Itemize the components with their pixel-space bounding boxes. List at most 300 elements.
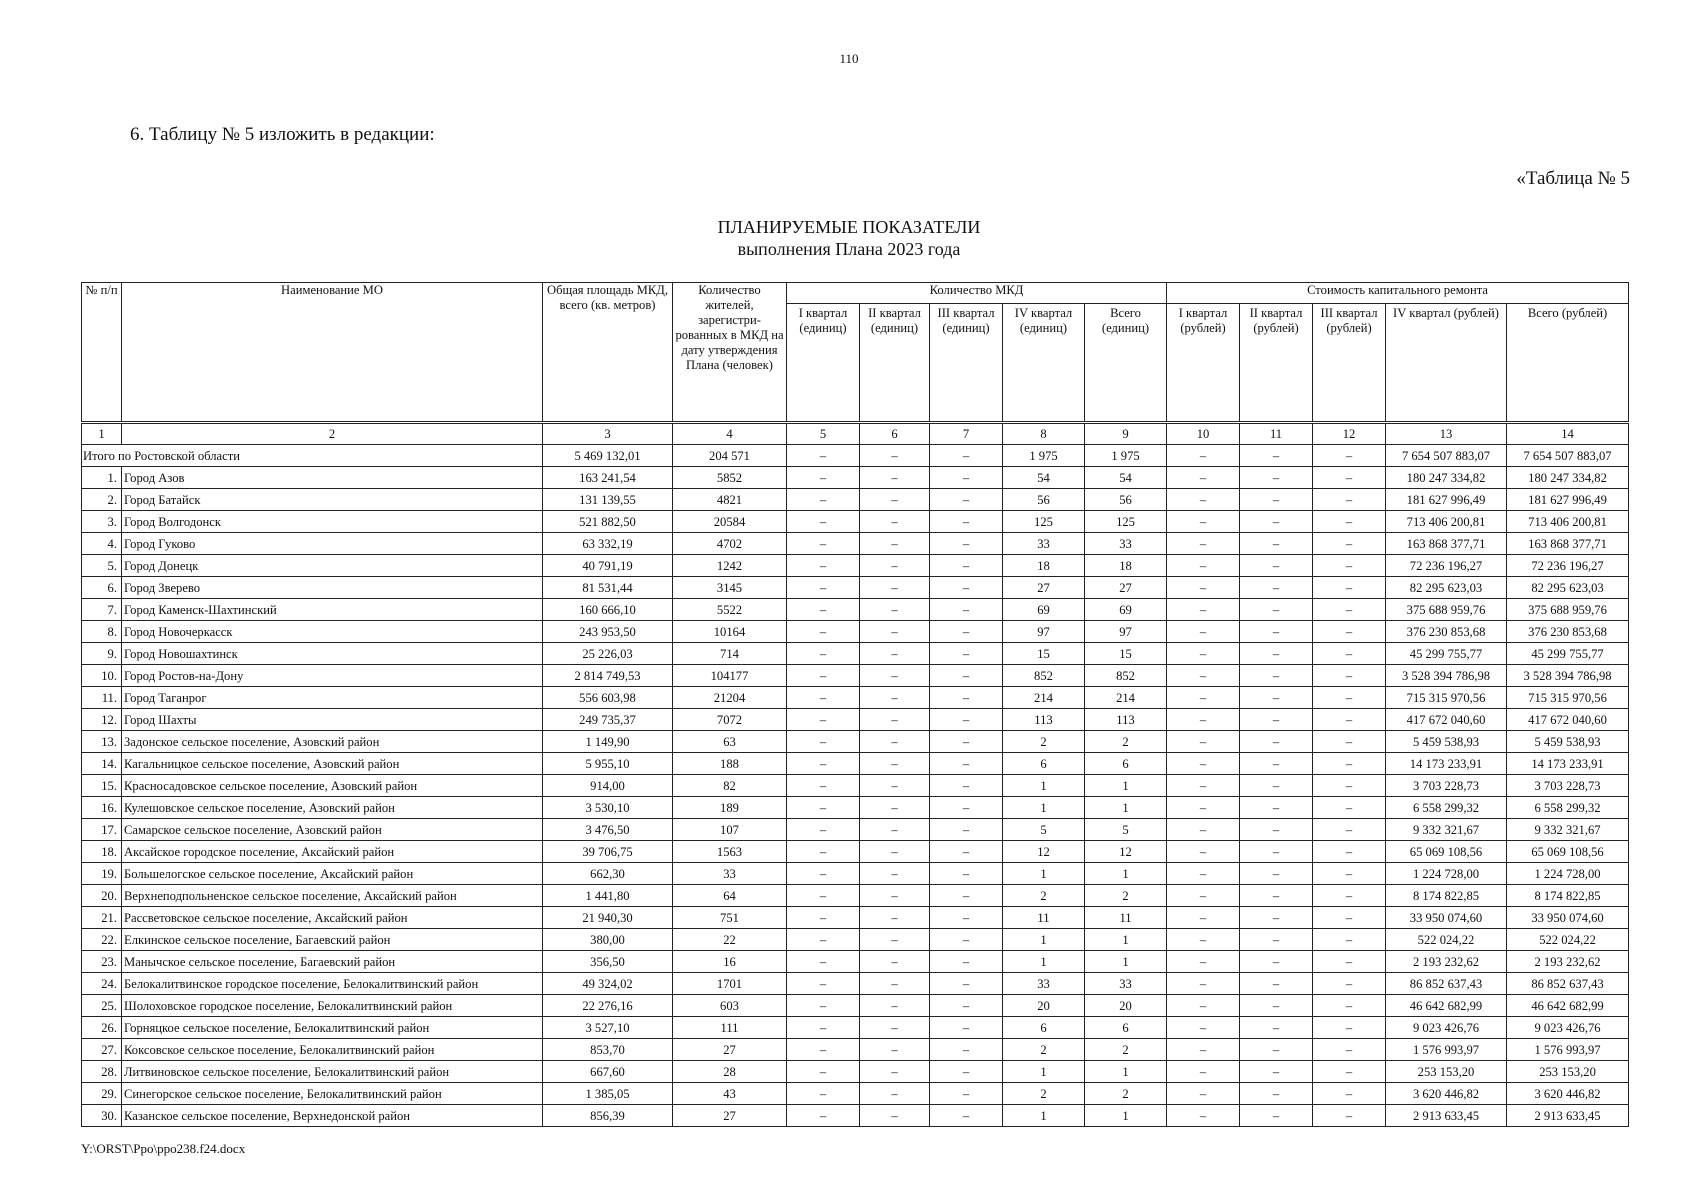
cell-cost-q4: 1 224 728,00	[1386, 863, 1507, 885]
cell-area: 1 441,80	[543, 885, 673, 907]
cell-mkd-q3: –	[930, 1083, 1003, 1105]
cell-area: 1 149,90	[543, 731, 673, 753]
cell-mkd-q2: –	[860, 951, 930, 973]
cell-mkd-q2: –	[860, 555, 930, 577]
header-cost-q3: III квартал (рублей)	[1313, 304, 1386, 423]
cell-cost-total: 2 913 633,45	[1507, 1105, 1629, 1127]
cell-cost-total: 46 642 682,99	[1507, 995, 1629, 1017]
cell-mkd-q3: –	[930, 841, 1003, 863]
cell-area: 3 530,10	[543, 797, 673, 819]
cell-mkd-q4: 69	[1003, 599, 1085, 621]
cell-residents: 111	[673, 1017, 787, 1039]
cell-cost-q4: 2 913 633,45	[1386, 1105, 1507, 1127]
cell-num: 18.	[82, 841, 122, 863]
cell-cost-q1: –	[1167, 1083, 1240, 1105]
table-row	[82, 467, 1629, 489]
cell-cost-total: 82 295 623,03	[1507, 577, 1629, 599]
table-row	[82, 907, 1629, 929]
cell-cost-q3: –	[1313, 731, 1386, 753]
total-cell-cost-total: 7 654 507 883,07	[1507, 445, 1629, 467]
cell-residents: 3145	[673, 577, 787, 599]
cell-mkd-q1: –	[787, 665, 860, 687]
column-number-3: 3	[543, 423, 673, 445]
cell-cost-total: 3 703 228,73	[1507, 775, 1629, 797]
cell-mkd-q4: 1	[1003, 1061, 1085, 1083]
cell-residents: 64	[673, 885, 787, 907]
cell-mkd-q4: 97	[1003, 621, 1085, 643]
cell-cost-q3: –	[1313, 599, 1386, 621]
cell-mkd-q1: –	[787, 731, 860, 753]
total-cell-residents: 204 571	[673, 445, 787, 467]
header-row	[82, 283, 1629, 304]
cell-mkd-q3: –	[930, 907, 1003, 929]
cell-mkd-q3: –	[930, 995, 1003, 1017]
cell-mkd-total: 1	[1085, 929, 1167, 951]
cell-name: Город Таганрог	[122, 687, 543, 709]
cell-area: 2 814 749,53	[543, 665, 673, 687]
cell-name: Шолоховское городское поселение, Белокалитвинский район	[122, 995, 543, 1017]
cell-cost-total: 9 023 426,76	[1507, 1017, 1629, 1039]
cell-cost-q2: –	[1240, 819, 1313, 841]
table-row	[82, 1061, 1629, 1083]
total-row	[82, 445, 1629, 467]
cell-mkd-q1: –	[787, 467, 860, 489]
cell-cost-q3: –	[1313, 907, 1386, 929]
cell-area: 160 666,10	[543, 599, 673, 621]
cell-mkd-q4: 2	[1003, 1083, 1085, 1105]
cell-cost-q1: –	[1167, 555, 1240, 577]
cell-cost-q2: –	[1240, 709, 1313, 731]
cell-cost-q3: –	[1313, 885, 1386, 907]
cell-mkd-q2: –	[860, 1105, 930, 1127]
cell-cost-q4: 8 174 822,85	[1386, 885, 1507, 907]
cell-area: 22 276,16	[543, 995, 673, 1017]
cell-area: 662,30	[543, 863, 673, 885]
cell-cost-q3: –	[1313, 929, 1386, 951]
cell-mkd-total: 1	[1085, 1105, 1167, 1127]
cell-cost-q1: –	[1167, 885, 1240, 907]
total-cell-cost-q3: –	[1313, 445, 1386, 467]
cell-residents: 4821	[673, 489, 787, 511]
table-row	[82, 797, 1629, 819]
cell-num: 20.	[82, 885, 122, 907]
cell-mkd-q2: –	[860, 753, 930, 775]
cell-mkd-q2: –	[860, 599, 930, 621]
cell-num: 10.	[82, 665, 122, 687]
cell-cost-q3: –	[1313, 1105, 1386, 1127]
cell-name: Город Азов	[122, 467, 543, 489]
cell-residents: 27	[673, 1039, 787, 1061]
cell-cost-q4: 5 459 538,93	[1386, 731, 1507, 753]
cell-name: Город Зверево	[122, 577, 543, 599]
cell-mkd-q1: –	[787, 511, 860, 533]
cell-cost-q2: –	[1240, 797, 1313, 819]
cell-cost-q2: –	[1240, 621, 1313, 643]
cell-num: 13.	[82, 731, 122, 753]
cell-mkd-q2: –	[860, 1017, 930, 1039]
cell-name: Большелогское сельское поселение, Аксайский район	[122, 863, 543, 885]
cell-name: Город Батайск	[122, 489, 543, 511]
cell-residents: 188	[673, 753, 787, 775]
cell-cost-total: 713 406 200,81	[1507, 511, 1629, 533]
cell-cost-q2: –	[1240, 1083, 1313, 1105]
cell-mkd-q3: –	[930, 533, 1003, 555]
cell-cost-q1: –	[1167, 621, 1240, 643]
cell-mkd-q1: –	[787, 929, 860, 951]
table-row	[82, 1039, 1629, 1061]
cell-mkd-q3: –	[930, 819, 1003, 841]
cell-cost-total: 180 247 334,82	[1507, 467, 1629, 489]
cell-mkd-q4: 56	[1003, 489, 1085, 511]
cell-mkd-q4: 2	[1003, 731, 1085, 753]
cell-mkd-q3: –	[930, 731, 1003, 753]
cell-mkd-q2: –	[860, 885, 930, 907]
header-cost-q1: I квартал (рублей)	[1167, 304, 1240, 423]
cell-cost-total: 375 688 959,76	[1507, 599, 1629, 621]
table-row	[82, 775, 1629, 797]
cell-mkd-q1: –	[787, 797, 860, 819]
cell-area: 1 385,05	[543, 1083, 673, 1105]
cell-mkd-q4: 15	[1003, 643, 1085, 665]
total-cell-mkd-q2: –	[860, 445, 930, 467]
cell-cost-q1: –	[1167, 1039, 1240, 1061]
cell-cost-q3: –	[1313, 797, 1386, 819]
cell-cost-q3: –	[1313, 621, 1386, 643]
cell-cost-q2: –	[1240, 973, 1313, 995]
cell-mkd-total: 125	[1085, 511, 1167, 533]
cell-cost-q2: –	[1240, 467, 1313, 489]
cell-cost-q3: –	[1313, 709, 1386, 731]
cell-cost-total: 181 627 996,49	[1507, 489, 1629, 511]
cell-mkd-q1: –	[787, 621, 860, 643]
cell-residents: 189	[673, 797, 787, 819]
cell-cost-q4: 3 528 394 786,98	[1386, 665, 1507, 687]
column-number-1: 1	[82, 423, 122, 445]
cell-area: 131 139,55	[543, 489, 673, 511]
cell-mkd-q4: 113	[1003, 709, 1085, 731]
cell-area: 40 791,19	[543, 555, 673, 577]
cell-cost-total: 45 299 755,77	[1507, 643, 1629, 665]
cell-mkd-q1: –	[787, 533, 860, 555]
cell-mkd-q2: –	[860, 511, 930, 533]
cell-mkd-q1: –	[787, 995, 860, 1017]
cell-name: Город Новочеркасск	[122, 621, 543, 643]
cell-cost-q4: 375 688 959,76	[1386, 599, 1507, 621]
cell-mkd-q3: –	[930, 973, 1003, 995]
cell-cost-total: 522 024,22	[1507, 929, 1629, 951]
cell-cost-q2: –	[1240, 1039, 1313, 1061]
cell-mkd-q4: 27	[1003, 577, 1085, 599]
cell-residents: 751	[673, 907, 787, 929]
header-name: Наименование МО	[122, 283, 543, 423]
header-cost-total: Всего (рублей)	[1507, 304, 1629, 423]
cell-area: 81 531,44	[543, 577, 673, 599]
total-cell-area: 5 469 132,01	[543, 445, 673, 467]
cell-cost-q1: –	[1167, 687, 1240, 709]
total-cell-cost-q4: 7 654 507 883,07	[1386, 445, 1507, 467]
cell-cost-q4: 522 024,22	[1386, 929, 1507, 951]
cell-cost-total: 8 174 822,85	[1507, 885, 1629, 907]
cell-residents: 1701	[673, 973, 787, 995]
cell-name: Кулешовское сельское поселение, Азовский район	[122, 797, 543, 819]
cell-residents: 20584	[673, 511, 787, 533]
cell-mkd-q4: 5	[1003, 819, 1085, 841]
cell-mkd-q1: –	[787, 1061, 860, 1083]
cell-residents: 28	[673, 1061, 787, 1083]
cell-cost-q2: –	[1240, 599, 1313, 621]
column-number-5: 5	[787, 423, 860, 445]
cell-mkd-q3: –	[930, 929, 1003, 951]
column-number-7: 7	[930, 423, 1003, 445]
cell-cost-total: 5 459 538,93	[1507, 731, 1629, 753]
cell-cost-q4: 14 173 233,91	[1386, 753, 1507, 775]
cell-num: 22.	[82, 929, 122, 951]
cell-residents: 33	[673, 863, 787, 885]
cell-area: 25 226,03	[543, 643, 673, 665]
cell-cost-total: 163 868 377,71	[1507, 533, 1629, 555]
cell-mkd-q2: –	[860, 489, 930, 511]
cell-cost-total: 715 315 970,56	[1507, 687, 1629, 709]
cell-mkd-total: 113	[1085, 709, 1167, 731]
cell-cost-q3: –	[1313, 819, 1386, 841]
cell-cost-q3: –	[1313, 1061, 1386, 1083]
table-row	[82, 709, 1629, 731]
table-row	[82, 951, 1629, 973]
cell-cost-q1: –	[1167, 907, 1240, 929]
cell-residents: 5522	[673, 599, 787, 621]
cell-cost-q4: 417 672 040,60	[1386, 709, 1507, 731]
cell-mkd-q3: –	[930, 1017, 1003, 1039]
cell-mkd-q4: 1	[1003, 775, 1085, 797]
cell-cost-q3: –	[1313, 973, 1386, 995]
header-cost-q2: II квартал (рублей)	[1240, 304, 1313, 423]
cell-mkd-q3: –	[930, 577, 1003, 599]
cell-mkd-q4: 20	[1003, 995, 1085, 1017]
cell-mkd-q4: 1	[1003, 797, 1085, 819]
cell-mkd-q4: 33	[1003, 533, 1085, 555]
table-row	[82, 995, 1629, 1017]
cell-mkd-q4: 1	[1003, 929, 1085, 951]
cell-cost-q3: –	[1313, 643, 1386, 665]
cell-mkd-q3: –	[930, 489, 1003, 511]
cell-mkd-q3: –	[930, 511, 1003, 533]
cell-area: 914,00	[543, 775, 673, 797]
cell-num: 5.	[82, 555, 122, 577]
cell-mkd-q4: 33	[1003, 973, 1085, 995]
cell-mkd-total: 27	[1085, 577, 1167, 599]
cell-area: 5 955,10	[543, 753, 673, 775]
cell-num: 6.	[82, 577, 122, 599]
cell-area: 21 940,30	[543, 907, 673, 929]
cell-mkd-q2: –	[860, 687, 930, 709]
column-number-8: 8	[1003, 423, 1085, 445]
cell-cost-q2: –	[1240, 533, 1313, 555]
table-row	[82, 489, 1629, 511]
cell-residents: 7072	[673, 709, 787, 731]
cell-mkd-q3: –	[930, 665, 1003, 687]
cell-mkd-q3: –	[930, 1105, 1003, 1127]
cell-cost-q3: –	[1313, 1083, 1386, 1105]
header-cost-group: Стоимость капитального ремонта	[1167, 283, 1629, 304]
cell-mkd-q2: –	[860, 973, 930, 995]
cell-mkd-q2: –	[860, 929, 930, 951]
cell-cost-total: 2 193 232,62	[1507, 951, 1629, 973]
cell-cost-q3: –	[1313, 489, 1386, 511]
cell-cost-q1: –	[1167, 643, 1240, 665]
cell-cost-q2: –	[1240, 775, 1313, 797]
cell-mkd-q3: –	[930, 709, 1003, 731]
header-mkd-total: Всего (единиц)	[1085, 304, 1167, 423]
cell-cost-q1: –	[1167, 599, 1240, 621]
cell-cost-q3: –	[1313, 577, 1386, 599]
cell-residents: 1242	[673, 555, 787, 577]
cell-mkd-total: 2	[1085, 885, 1167, 907]
cell-cost-q2: –	[1240, 1061, 1313, 1083]
cell-cost-q1: –	[1167, 665, 1240, 687]
cell-cost-q4: 46 642 682,99	[1386, 995, 1507, 1017]
cell-cost-total: 33 950 074,60	[1507, 907, 1629, 929]
cell-area: 853,70	[543, 1039, 673, 1061]
cell-residents: 22	[673, 929, 787, 951]
cell-mkd-q4: 1	[1003, 951, 1085, 973]
cell-mkd-q3: –	[930, 951, 1003, 973]
cell-residents: 82	[673, 775, 787, 797]
cell-area: 39 706,75	[543, 841, 673, 863]
cell-mkd-total: 6	[1085, 1017, 1167, 1039]
cell-cost-q3: –	[1313, 511, 1386, 533]
cell-mkd-q2: –	[860, 533, 930, 555]
cell-residents: 63	[673, 731, 787, 753]
cell-mkd-q2: –	[860, 577, 930, 599]
cell-cost-q4: 9 332 321,67	[1386, 819, 1507, 841]
cell-cost-q4: 72 236 196,27	[1386, 555, 1507, 577]
cell-mkd-q2: –	[860, 863, 930, 885]
cell-name: Задонское сельское поселение, Азовский район	[122, 731, 543, 753]
cell-cost-q2: –	[1240, 665, 1313, 687]
cell-cost-q3: –	[1313, 1017, 1386, 1039]
cell-residents: 43	[673, 1083, 787, 1105]
cell-cost-q4: 33 950 074,60	[1386, 907, 1507, 929]
cell-cost-total: 253 153,20	[1507, 1061, 1629, 1083]
header-mkd-q2: II квартал (единиц)	[860, 304, 930, 423]
cell-num: 25.	[82, 995, 122, 1017]
cell-mkd-q1: –	[787, 863, 860, 885]
cell-residents: 104177	[673, 665, 787, 687]
column-number-9: 9	[1085, 423, 1167, 445]
cell-mkd-q3: –	[930, 1039, 1003, 1061]
cell-num: 3.	[82, 511, 122, 533]
total-cell-mkd-q1: –	[787, 445, 860, 467]
cell-cost-q2: –	[1240, 643, 1313, 665]
table-heading	[0, 216, 1698, 260]
cell-cost-q1: –	[1167, 709, 1240, 731]
cell-residents: 4702	[673, 533, 787, 555]
cell-cost-q2: –	[1240, 885, 1313, 907]
cell-residents: 714	[673, 643, 787, 665]
table-row	[82, 1017, 1629, 1039]
cell-mkd-total: 852	[1085, 665, 1167, 687]
cell-mkd-q4: 214	[1003, 687, 1085, 709]
cell-cost-total: 65 069 108,56	[1507, 841, 1629, 863]
total-label: Итого по Ростовской области	[82, 445, 543, 467]
cell-mkd-q1: –	[787, 885, 860, 907]
cell-cost-q1: –	[1167, 995, 1240, 1017]
cell-cost-q4: 163 868 377,71	[1386, 533, 1507, 555]
cell-name: Верхнеподпольненское сельское поселение, Аксайский район	[122, 885, 543, 907]
table-row	[82, 643, 1629, 665]
column-number-6: 6	[860, 423, 930, 445]
table-row	[82, 533, 1629, 555]
header-mkd-q3: III квартал (единиц)	[930, 304, 1003, 423]
cell-mkd-total: 18	[1085, 555, 1167, 577]
cell-cost-q1: –	[1167, 863, 1240, 885]
cell-num: 27.	[82, 1039, 122, 1061]
cell-mkd-total: 11	[1085, 907, 1167, 929]
table-row	[82, 687, 1629, 709]
cell-cost-q3: –	[1313, 995, 1386, 1017]
cell-residents: 10164	[673, 621, 787, 643]
cell-cost-q2: –	[1240, 1017, 1313, 1039]
cell-cost-q3: –	[1313, 467, 1386, 489]
cell-num: 15.	[82, 775, 122, 797]
cell-mkd-q3: –	[930, 687, 1003, 709]
table-row	[82, 511, 1629, 533]
cell-cost-q1: –	[1167, 753, 1240, 775]
cell-mkd-q2: –	[860, 621, 930, 643]
cell-area: 521 882,50	[543, 511, 673, 533]
cell-mkd-total: 2	[1085, 731, 1167, 753]
cell-num: 21.	[82, 907, 122, 929]
cell-name: Аксайское городское поселение, Аксайский район	[122, 841, 543, 863]
cell-mkd-total: 33	[1085, 973, 1167, 995]
cell-mkd-q4: 852	[1003, 665, 1085, 687]
cell-mkd-q4: 12	[1003, 841, 1085, 863]
cell-mkd-q1: –	[787, 599, 860, 621]
cell-cost-q4: 181 627 996,49	[1386, 489, 1507, 511]
cell-num: 11.	[82, 687, 122, 709]
cell-name: Рассветовское сельское поселение, Аксайский район	[122, 907, 543, 929]
cell-num: 19.	[82, 863, 122, 885]
cell-mkd-q2: –	[860, 665, 930, 687]
cell-cost-q2: –	[1240, 731, 1313, 753]
cell-mkd-q3: –	[930, 643, 1003, 665]
cell-cost-q2: –	[1240, 995, 1313, 1017]
cell-mkd-q3: –	[930, 1061, 1003, 1083]
cell-cost-q4: 3 703 228,73	[1386, 775, 1507, 797]
column-number-12: 12	[1313, 423, 1386, 445]
cell-cost-q1: –	[1167, 1017, 1240, 1039]
cell-cost-q3: –	[1313, 665, 1386, 687]
cell-cost-q1: –	[1167, 533, 1240, 555]
cell-mkd-q2: –	[860, 467, 930, 489]
column-number-4: 4	[673, 423, 787, 445]
cell-num: 4.	[82, 533, 122, 555]
header-mkd-q1: I квартал (единиц)	[787, 304, 860, 423]
cell-mkd-q2: –	[860, 731, 930, 753]
cell-cost-q1: –	[1167, 1105, 1240, 1127]
cell-cost-total: 72 236 196,27	[1507, 555, 1629, 577]
cell-cost-q1: –	[1167, 489, 1240, 511]
cell-cost-total: 1 576 993,97	[1507, 1039, 1629, 1061]
cell-mkd-q4: 54	[1003, 467, 1085, 489]
cell-num: 8.	[82, 621, 122, 643]
cell-residents: 603	[673, 995, 787, 1017]
cell-mkd-q1: –	[787, 1105, 860, 1127]
table-row	[82, 841, 1629, 863]
cell-area: 856,39	[543, 1105, 673, 1127]
cell-mkd-total: 20	[1085, 995, 1167, 1017]
cell-residents: 16	[673, 951, 787, 973]
